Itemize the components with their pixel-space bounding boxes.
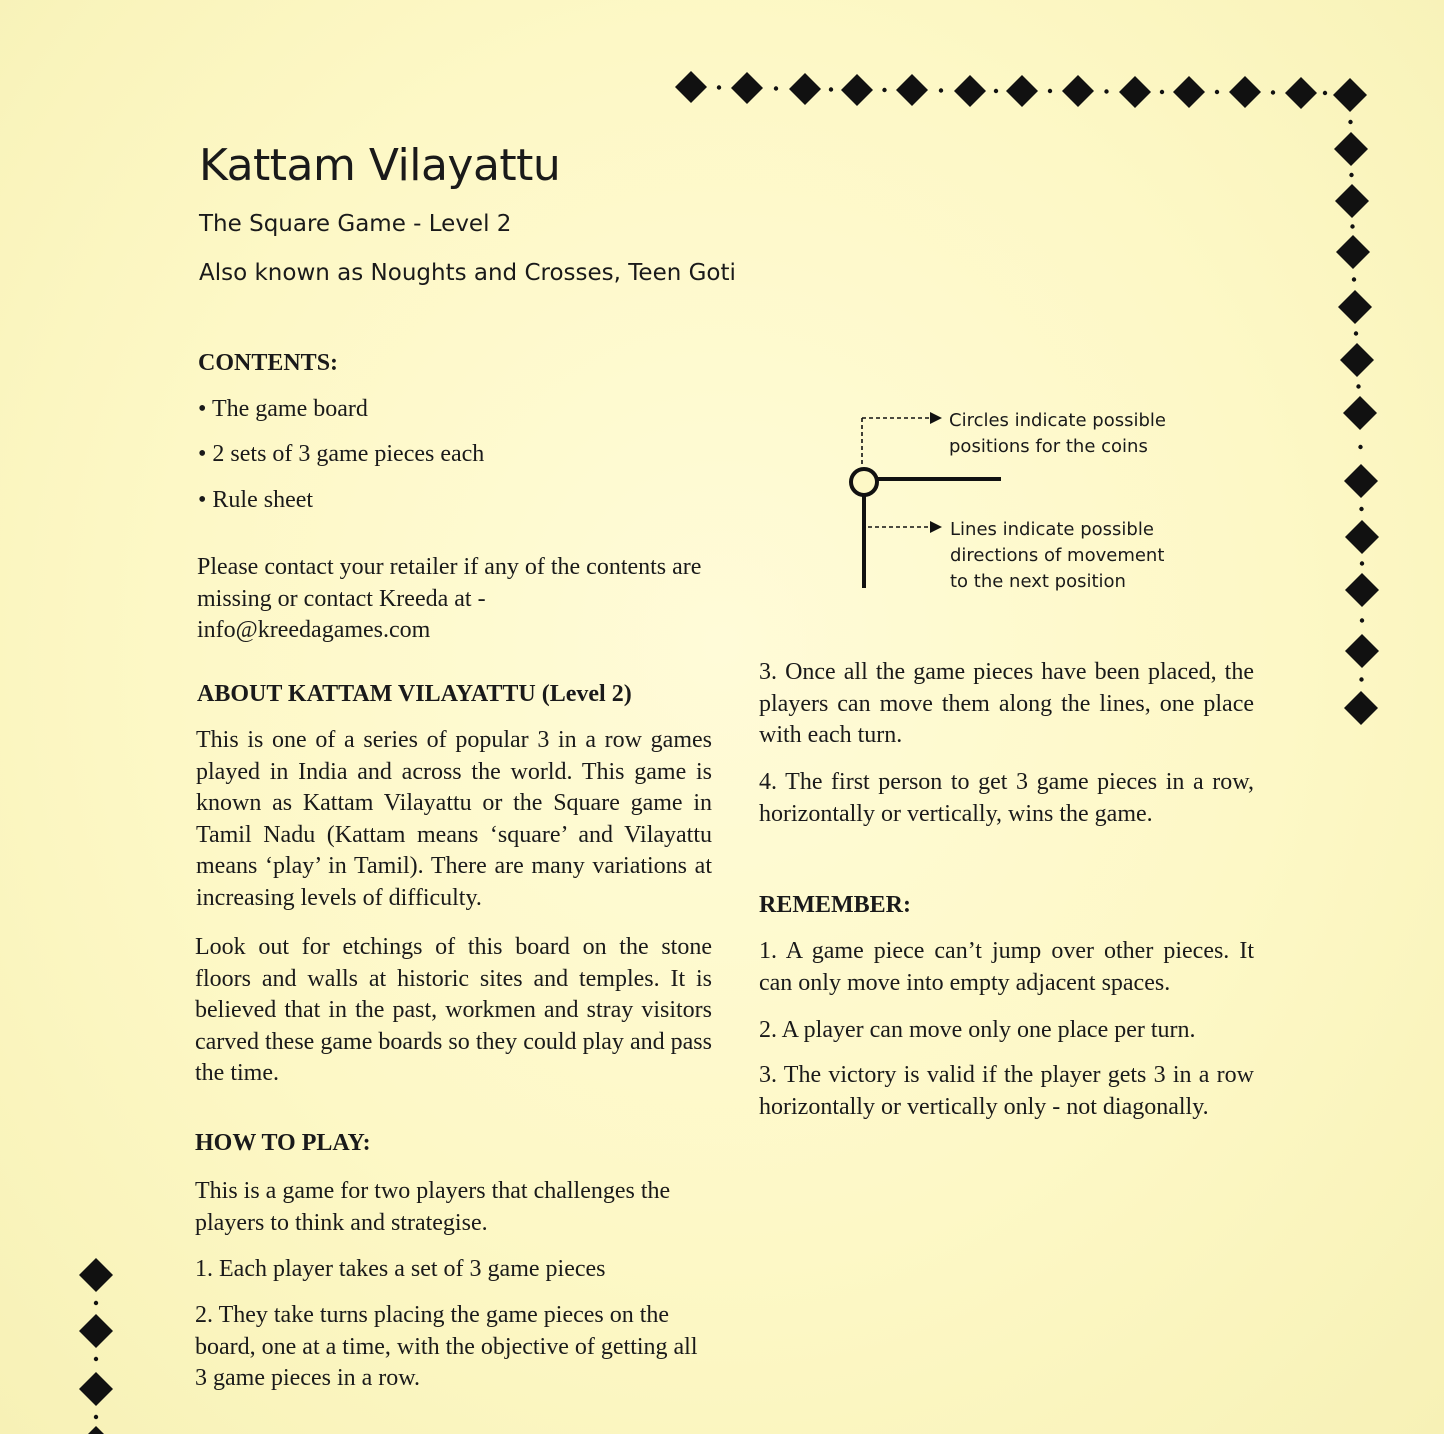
remember-item: 3. The victory is valid if the player gets 3 in a row horizontally or vertically only - not diagonally. bbox=[759, 1062, 1254, 1120]
arrow-head-icon bbox=[930, 521, 942, 533]
step-item: 4. The first person to get 3 game pieces in a row, horizontally or vertically, wins the game. bbox=[759, 769, 1254, 827]
remember-item: 1. A game piece can’t jump over other pieces. It can only move into empty adjacent spaces. bbox=[759, 938, 1254, 996]
step-item: 2. They take turns placing the game pieces on the board, one at a time, with the objective of getting all 3 game pieces in a row. bbox=[195, 1302, 698, 1392]
subtitle: The Square Game - Level 2 bbox=[199, 211, 512, 237]
remember-item: 2. A player can move only one place per turn. bbox=[759, 1017, 1196, 1043]
contents-item: • 2 sets of 3 game pieces each bbox=[198, 441, 485, 467]
position-circle-icon bbox=[851, 469, 877, 495]
arrow-head-icon bbox=[930, 412, 942, 424]
contents-note: Please contact your retailer if any of the contents are missing or contact Kreeda at - info@kreedagames.com bbox=[197, 554, 702, 644]
legend-circles-text: Circles indicate possible positions for the coins bbox=[949, 410, 1166, 457]
about-paragraph: This is one of a series of popular 3 in a row games played in India and across the world. This game is known as Kattam Vilayattu or the Square game in Tamil Nadu (Kattam means ‘square’ and Vilayattu means ‘play’ in Tamil). There are many variations at increasing levels of difficulty. bbox=[196, 727, 712, 911]
about-paragraph: Look out for etchings of this board on the stone floors and walls at historic sites and temples. It is believed that in the past, workmen and stray visitors carved these game boards so they could play and pass the time. bbox=[195, 934, 712, 1087]
contents-item: • The game board bbox=[198, 396, 368, 422]
remember-heading: REMEMBER: bbox=[759, 892, 911, 918]
page-title: Kattam Vilayattu bbox=[199, 140, 561, 191]
also-known-as: Also known as Noughts and Crosses, Teen Goti bbox=[199, 260, 736, 286]
how-to-play-intro: This is a game for two players that challenges the players to think and strategise. bbox=[195, 1178, 671, 1236]
contents-item: • Rule sheet bbox=[198, 487, 314, 513]
step-item: 3. Once all the game pieces have been placed, the players can move them along the lines, one place with each turn. bbox=[759, 659, 1254, 749]
how-to-play-heading: HOW TO PLAY: bbox=[195, 1130, 371, 1156]
about-heading: ABOUT KATTAM VILAYATTU (Level 2) bbox=[197, 681, 632, 707]
legend-lines-text: Lines indicate possible directions of movement to the next position bbox=[950, 519, 1165, 592]
step-item: 1. Each player takes a set of 3 game pieces bbox=[195, 1256, 606, 1282]
contents-heading: CONTENTS: bbox=[198, 350, 339, 376]
